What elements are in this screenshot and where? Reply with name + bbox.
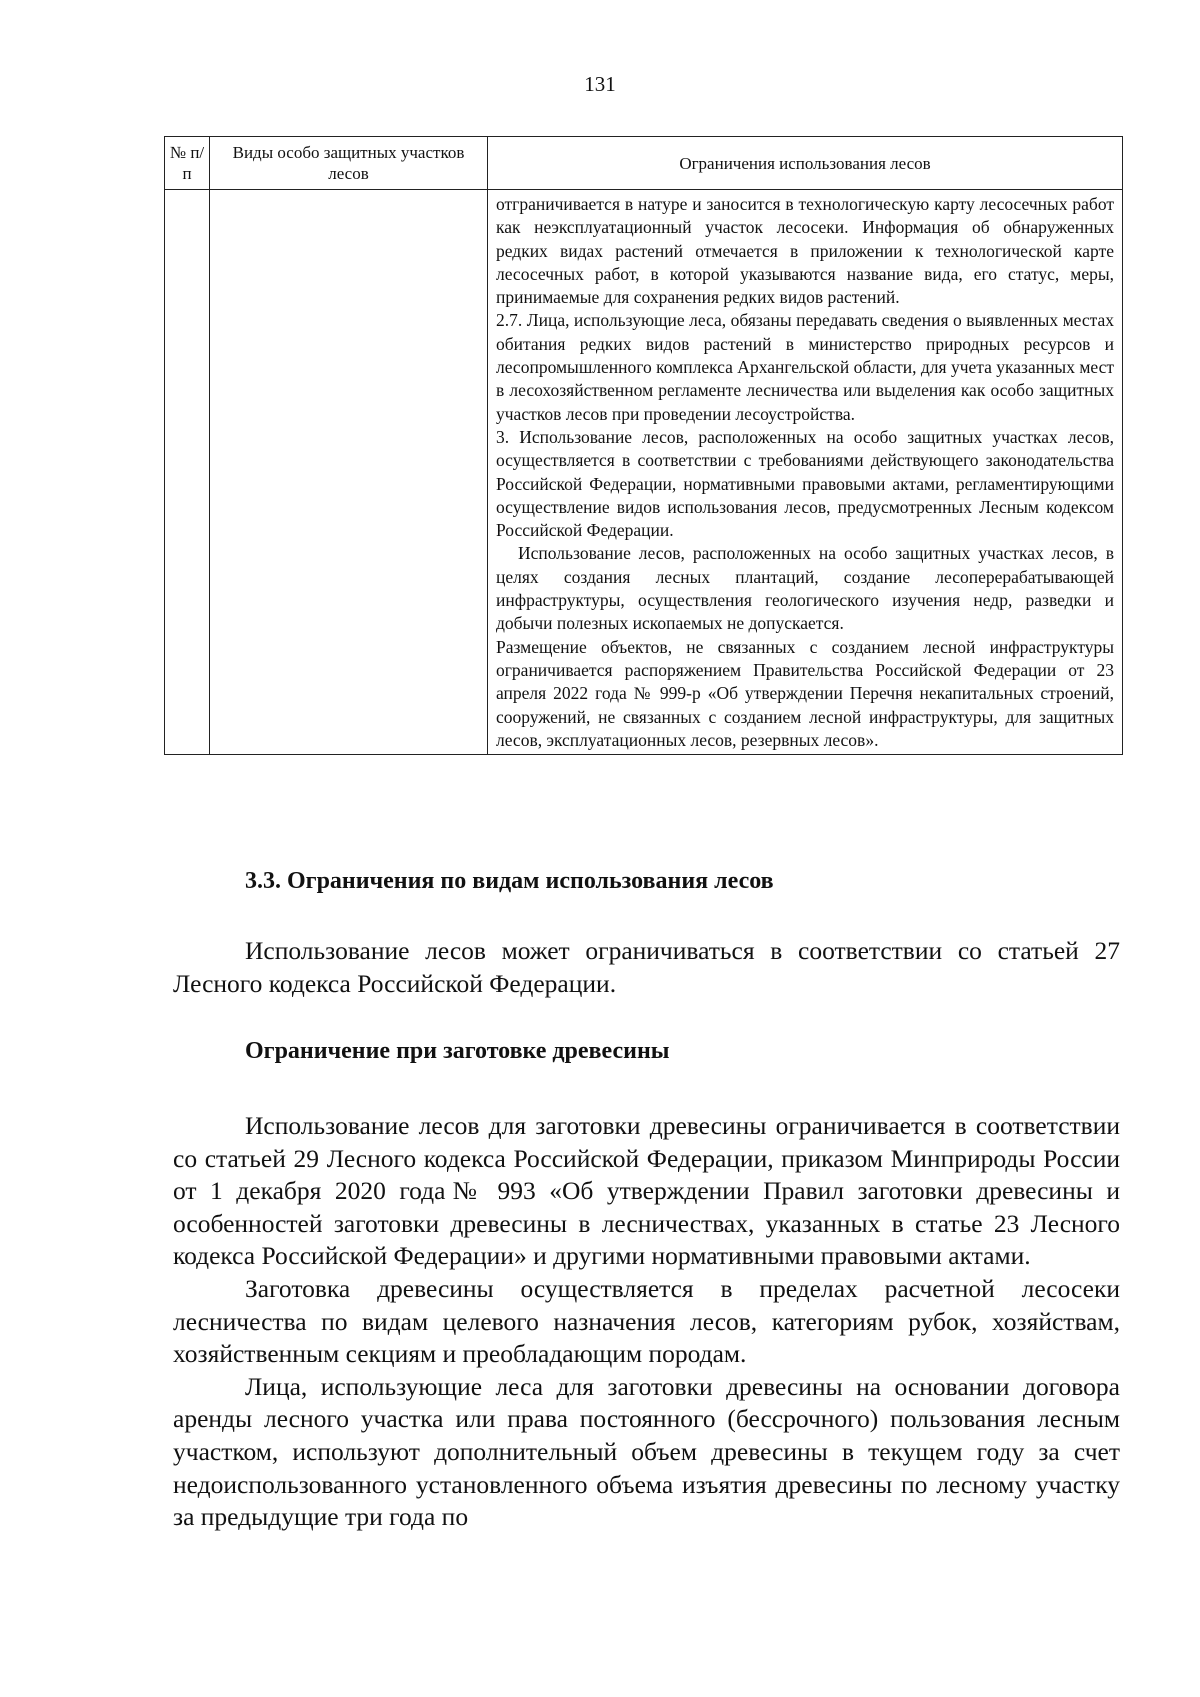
table-row — [165, 190, 1123, 755]
table-header-row — [165, 137, 1123, 190]
section-intro — [173, 935, 1120, 1000]
body-paragraph: Лица, использующие леса для заготовки древесины на основании договора аренды лесного участка или права постоянного (бессрочного) пользования лесным участком, используют дополнительный объем древесины в текущем году за счет недоиспользованного установленного объема изъятия древесины по лесному участку за предыдущие три года по — [173, 1371, 1120, 1532]
section-heading: 3.3. Ограничения по видам использования лесов — [245, 868, 774, 894]
restriction-paragraph: отграничивается в натуре и заносится в технологическую карту лесосечных работ как неэксплуатационный участок лесосеки. Информация об обнаруженных редких видах растений отмечается в приложении к технологической карте лесосечных работ, в которой указываются название вида, его статус, меры, принимаемые для сохранения редких видов растений. — [496, 194, 1114, 308]
intro-paragraph: Использование лесов может ограничиваться в соответствии со статьей 27 Лесного кодекса Российской Федерации. — [173, 936, 1120, 998]
restrictions-table — [164, 136, 1123, 755]
cell-number — [165, 190, 210, 755]
header-restrictions: Ограничения использования лесов — [488, 137, 1123, 190]
body-paragraph: Использование лесов для заготовки древесины ограничивается в соответствии со статьей 29 Лесного кодекса Российской Федерации, приказом Минприроды России от 1 декабря 2020 года№ 993 «Об утверждении Правил заготовки древесины и особенностей заготовки древесины в лесничествах, указанных в статье 23 Лесного кодекса Российской Федерации» и другими нормативными правовыми актами. — [173, 1111, 1120, 1271]
section-body — [173, 1110, 1120, 1534]
header-number: № п/п — [165, 137, 210, 190]
sub-heading: Ограничение при заготовке древесины — [245, 1038, 670, 1064]
body-paragraph: Заготовка древесины осуществляется в пределах расчетной лесосеки лесничества по видам целевого назначения лесов, категориям рубок, хозяйствам, хозяйственным секциям и преобладающим породам. — [173, 1273, 1120, 1369]
cell-restrictions — [488, 190, 1123, 755]
restriction-paragraph: 2.7. Лица, использующие леса, обязаны передавать сведения о выявленных местах обитания редких видов растений в министерство природных ресурсов и лесопромышленного комплекса Архангельской области, для учета указанных мест в лесохозяйственном регламенте лесничества или выделения как особо защитных участков лесов при проведении лесоустройства. — [496, 310, 1115, 424]
restriction-paragraph: Использование лесов, расположенных на особо защитных участках лесов, в целях создания лесных плантаций, создание лесоперерабатывающей инфраструктуры, осуществления геологического изучения недр, разведки и добычи полезных ископаемых не допускается. — [496, 543, 1114, 634]
page-number: 131 — [584, 72, 616, 96]
header-kind: Виды особо защитных участков лесов — [210, 137, 488, 190]
cell-kind — [210, 190, 488, 755]
restriction-paragraph: Размещение объектов, не связанных с созданием лесной инфраструктуры ограничивается распоряжением Правительства Российской Федерации от 23 апреля 2022 года № 999-р «Об утверждении Перечня некапитальных строений, сооружений, не связанных с созданием лесной инфраструктуры, для защитных лесов, эксплуатационных лесов, резервных лесов». — [496, 636, 1114, 750]
restriction-paragraph: 3. Использование лесов, расположенных на особо защитных участках лесов, осуществляется в соответствии с требованиями действующего законодательства Российской Федерации, нормативными правовыми актами, регламентирующими осуществление видов использования лесов, предусмотренных Лесным кодексом Российской Федерации. — [496, 426, 1114, 541]
